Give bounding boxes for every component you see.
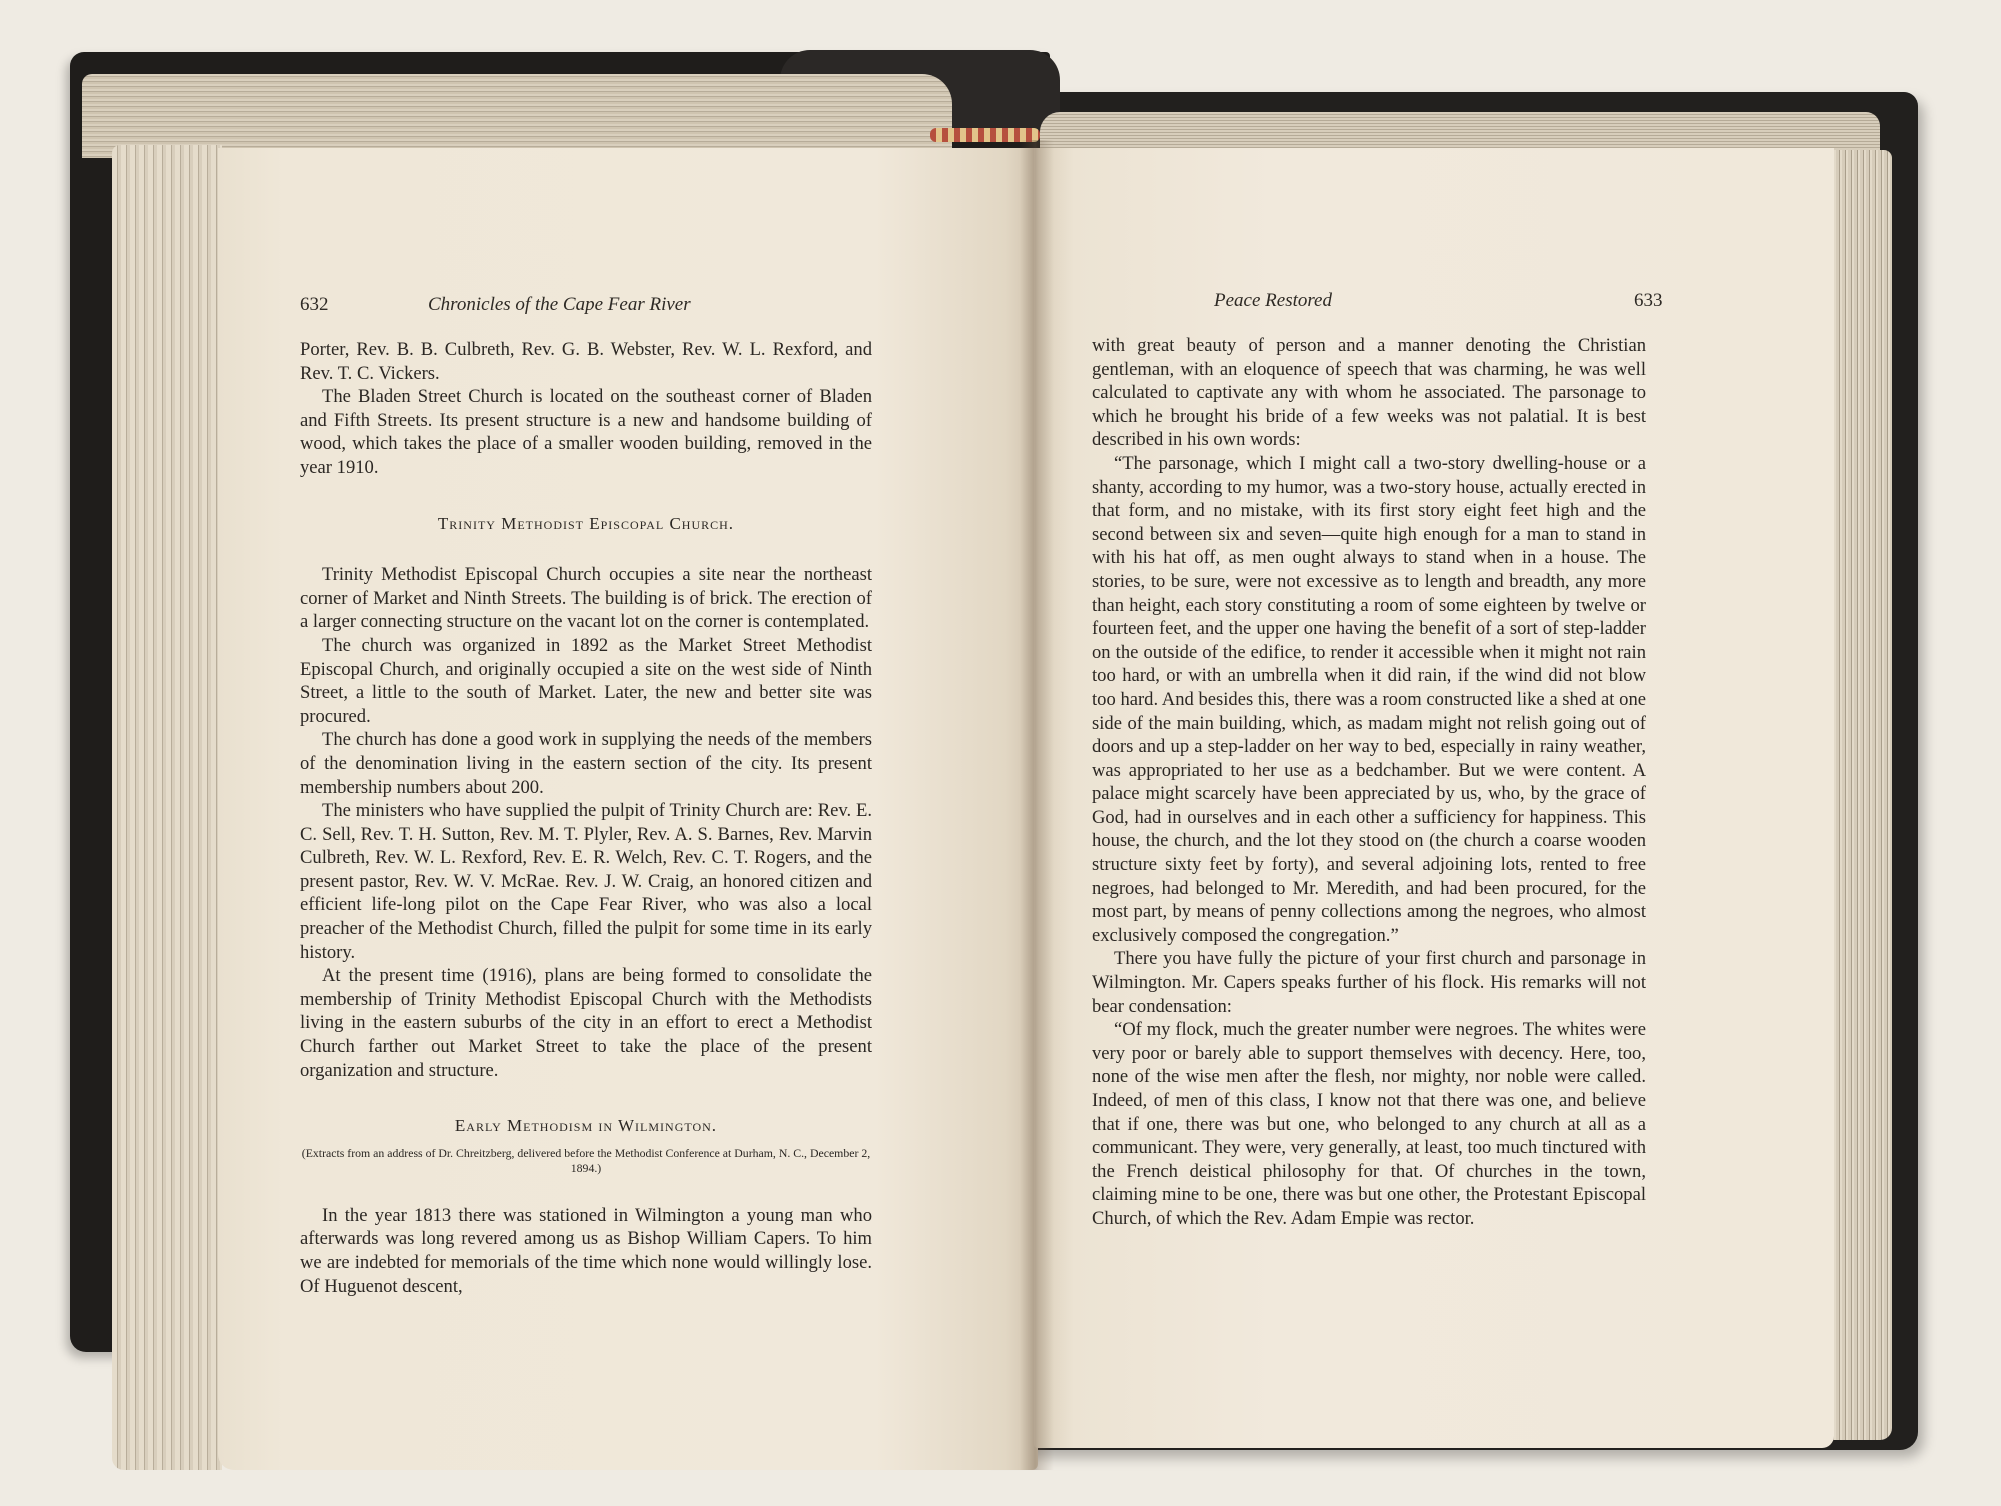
paragraph: with great beauty of person and a manner denoting the Christian gentleman, with an eloquence of speech that was charming, he was well calculated to captivate any with whom he associated. The parsonage to which he brought his bride of a few weeks was not palatial. It is best described in his own words: [1092, 335, 1646, 451]
paragraph: Porter, Rev. B. B. Culbreth, Rev. G. B. Webster, Rev. W. L. Rexford, and Rev. T. C. Vickers. [300, 339, 872, 384]
paragraph: “The parsonage, which I might call a two-story dwelling-house or a shanty, according to my humor, was a two-story house, actually erected in that form, and no mistake, with its first story eight feet high and the second between six and seven—quite high enough for a man to stand in with his hat off, as men ought always to stand when in a house. The stories, to be sure, were not excessive as to length and breadth, any more than height, each story constituting a room of some eighteen by twelve or fourteen feet, and the upper one having the benefit of a sort of step-ladder on the outside of the edifice, to render it accessible when it might not rain too hard, or with an umbrella when it did rain, if the wind did not blow too hard. And besides this, there was a room constructed like a shed at one side of the main building, which, as madam might not relish going out of doors and up a step-ladder on her way to bed, especially in rainy weather, was appropriated to her use as a bedchamber. But we were content. A palace might scarcely have been appreciated by us, who, by the grace of God, had in ourselves and in each other a sufficiency for happiness. This house, the church, and the lot they stood on (the church a coarse wooden structure sixty feet by forty), and several adjoining lots, rented to free negroes, had belonged to Mr. Meredith, and had been procured, for the most part, by means of penny collections among the negroes, who almost exclusively composed the congregation.” [1092, 452, 1646, 946]
paragraph: The church was organized in 1892 as the Market Street Methodist Episcopal Church, and originally occupied a site on the west side of Ninth Street, a little to the south of Market. Later, the new and better site was procured. [300, 634, 872, 727]
section-heading: Trinity Methodist Episcopal Church. [437, 513, 735, 533]
running-title: Chronicles of the Cape Fear River [428, 294, 691, 315]
paragraph: The church has done a good work in supplying the needs of the members of the denomination living in the eastern section of the city. Its present membership numbers about 200. [300, 729, 872, 798]
page-number: 632 [300, 294, 329, 315]
paragraph: At the present time (1916), plans are being formed to consolidate the membership of Trinity Methodist Episcopal Church with the Methodists living in the eastern suburbs of the city in an effort to erect a Methodist Church farther out Market Street to take the place of the present organization and structure. [300, 965, 872, 1081]
page-number: 633 [1634, 290, 1663, 311]
fore-edge-left [112, 145, 222, 1470]
book-gutter [1020, 140, 1054, 1470]
left-text-column [300, 338, 872, 1298]
extract-note: (Extracts from an address of Dr. Chreitzberg, delivered before the Methodist Conference at Durham, N. C., December 2, 1894.) [301, 1145, 871, 1175]
page-block-top-edge-right [1040, 112, 1880, 152]
paragraph: In the year 1813 there was stationed in Wilmington a young man who afterwards was long revered among us as Bishop William Capers. To him we are indebted for memorials of the time which none would willingly lose. Of Huguenot descent, [300, 1204, 872, 1297]
fore-edge-right [1830, 150, 1892, 1440]
paragraph: There you have fully the picture of your first church and parsonage in Wilmington. Mr. Capers speaks further of his flock. His remarks will not bear condensation: [1092, 948, 1646, 1017]
right-text-column [1092, 334, 1646, 1231]
running-title: Peace Restored [1214, 290, 1332, 311]
left-page [218, 148, 1038, 1470]
paragraph: Trinity Methodist Episcopal Church occupies a site near the northeast corner of Market and Ninth Streets. The building is of brick. The erection of a larger connecting structure on the vacant lot on the corner is contemplated. [300, 564, 872, 633]
paragraph: The ministers who have supplied the pulpit of Trinity Church are: Rev. E. C. Sell, Rev. T. H. Sutton, Rev. M. T. Plyler, Rev. A. S. Barnes, Rev. Marvin Culbreth, Rev. W. L. Rexford, Rev. E. R. Welch, Rev. C. T. Rogers, and the present pastor, Rev. W. V. McRae. Rev. J. W. Craig, an honored citizen and efficient life-long pilot on the Cape Fear River, who was also a local preacher of the Methodist Church, filled the pulpit for some time in its early history. [300, 800, 872, 963]
right-page [1034, 148, 1834, 1448]
paragraph: The Bladen Street Church is located on the southeast corner of Bladen and Fifth Streets. Its present structure is a new and handsome building of wood, which takes the place of a smaller wooden building, removed in the year 1910. [300, 386, 872, 478]
section-heading: Early Methodism in Wilmington. [454, 1116, 718, 1136]
paragraph: “Of my flock, much the greater number were negroes. The whites were very poor or barely able to support themselves with decency. Here, too, none of the wise men after the flesh, nor mighty, nor noble were called. Indeed, of men of this class, I know not that there was one, and believe that if one, there was but one, who belonged to any church at all as a communicant. They were, very generally, at least, too much tinctured with the French deistical philosophy for that. Of churches in the town, claiming mine to be one, there was but one other, the Protestant Episcopal Church, of which the Rev. Adam Empie was rector. [1092, 1019, 1646, 1229]
